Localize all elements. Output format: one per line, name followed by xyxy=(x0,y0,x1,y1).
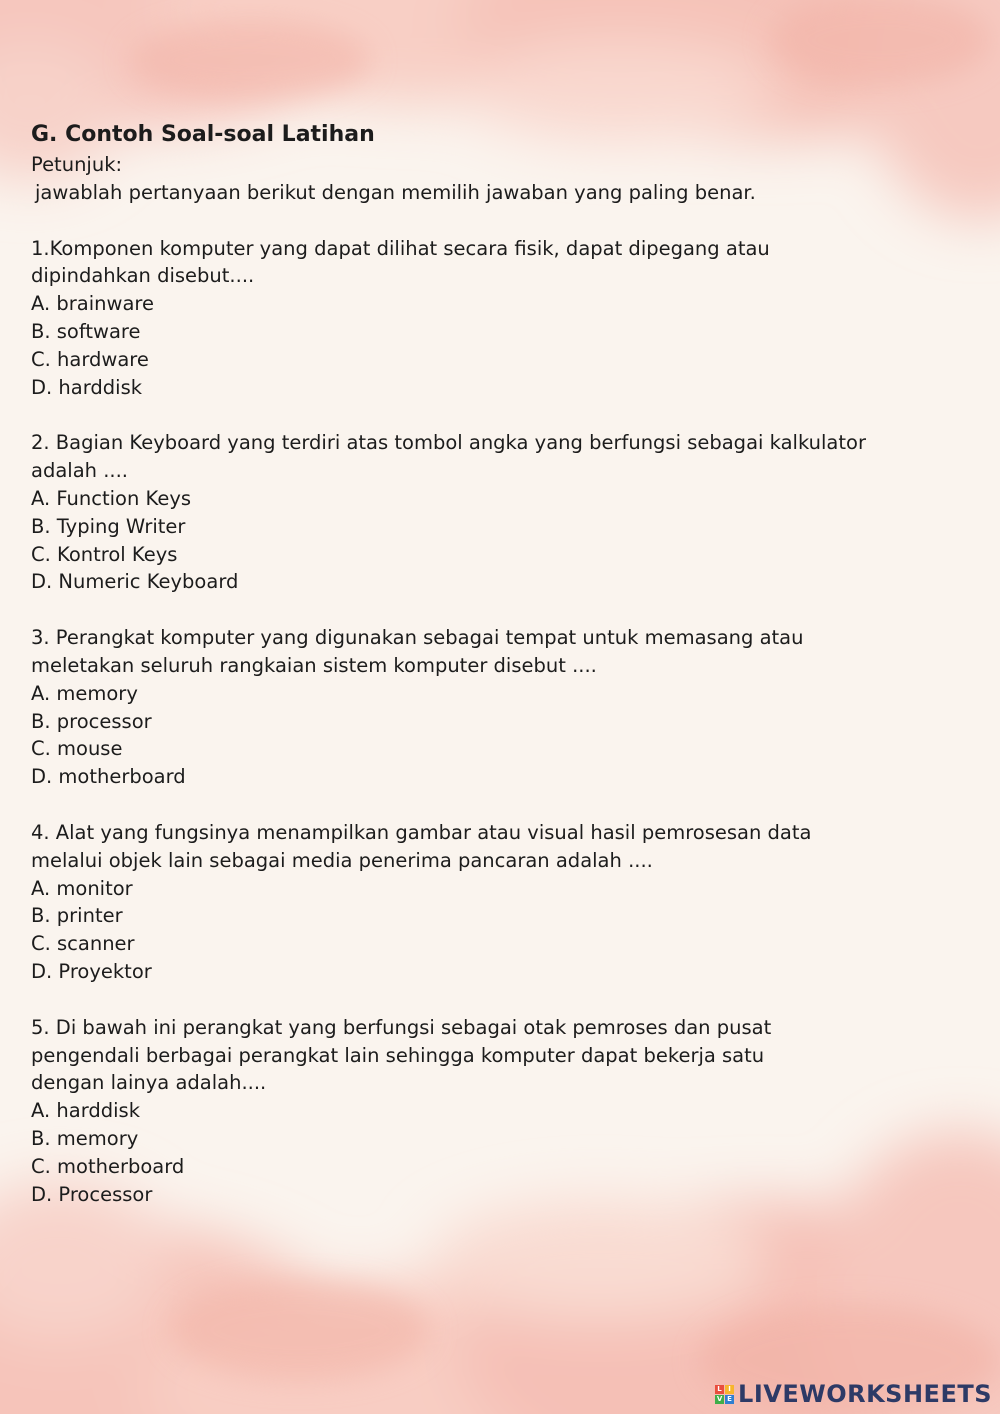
question-5 xyxy=(31,1014,911,1209)
section-heading: G. Contoh Soal-soal Latihan xyxy=(31,122,375,147)
answer-option-b[interactable]: B. printer xyxy=(31,904,123,928)
answer-option-d[interactable]: D. Processor xyxy=(31,1182,153,1206)
answer-option-a[interactable]: A. harddisk xyxy=(31,1099,141,1123)
answer-option-c[interactable]: C. scanner xyxy=(31,932,135,956)
answer-option-d[interactable]: D. Proyektor xyxy=(31,959,152,983)
answer-option-c[interactable]: C. Kontrol Keys xyxy=(31,542,178,566)
answer-option-c[interactable]: C. hardware xyxy=(31,347,149,371)
question-stem: 4. Alat yang fungsinya menampilkan gambar atau visual hasil pemrosesan data melalui objek lain sebagai media penerima pancaran adalah .... xyxy=(31,820,812,872)
logo-tile-e: E xyxy=(725,1395,734,1404)
answer-option-b[interactable]: B. processor xyxy=(31,709,152,733)
answer-option-a[interactable]: A. memory xyxy=(31,681,138,705)
question-stem: 2. Bagian Keyboard yang terdiri atas tombol angka yang berfungsi sebagai kalkulator adalah .... xyxy=(31,431,866,483)
answer-option-b[interactable]: B. Typing Writer xyxy=(31,514,186,538)
question-3 xyxy=(31,624,911,791)
question-2 xyxy=(31,429,911,596)
instruction-text: jawablah pertanyaan berikut dengan memilih jawaban yang paling benar. xyxy=(35,180,756,204)
logo-tile-v: V xyxy=(716,1394,723,1403)
answer-option-a[interactable]: A. brainware xyxy=(31,292,154,316)
question-stem: 1.Komponen komputer yang dapat dilihat secara fisik, dapat dipegang atau dipindahkan disebut.... xyxy=(31,236,770,288)
answer-option-d[interactable]: D. motherboard xyxy=(31,765,186,789)
question-4 xyxy=(31,819,911,986)
instruction-label: Petunjuk: xyxy=(31,153,123,176)
question-1 xyxy=(31,235,911,402)
answer-option-b[interactable]: B. software xyxy=(31,319,141,343)
liveworksheets-logo-icon xyxy=(715,1385,734,1404)
question-stem: 5. Di bawah ini perangkat yang berfungsi sebagai otak pemroses dan pusat pengendali berbagai perangkat lain sehingga komputer dapat bekerja satu dengan lainya adalah.... xyxy=(31,1015,772,1095)
worksheet xyxy=(31,119,911,1208)
brand-name: LIVEWORKSHEETS xyxy=(738,1380,992,1408)
answer-option-c[interactable]: C. mouse xyxy=(31,737,123,761)
answer-option-c[interactable]: C. motherboard xyxy=(31,1154,185,1178)
logo-tile-i: I xyxy=(725,1385,734,1394)
liveworksheets-brand xyxy=(715,1380,992,1408)
answer-option-d[interactable]: D. harddisk xyxy=(31,375,143,399)
answer-option-a[interactable]: A. monitor xyxy=(31,876,133,900)
answer-option-a[interactable]: A. Function Keys xyxy=(31,486,192,510)
answer-option-b[interactable]: B. memory xyxy=(31,1126,139,1150)
logo-tile-l: L xyxy=(715,1385,724,1394)
question-stem: 3. Perangkat komputer yang digunakan sebagai tempat untuk memasang atau meletakan seluruh rangkaian sistem komputer disebut .... xyxy=(31,626,804,677)
answer-option-d[interactable]: D. Numeric Keyboard xyxy=(31,570,239,594)
